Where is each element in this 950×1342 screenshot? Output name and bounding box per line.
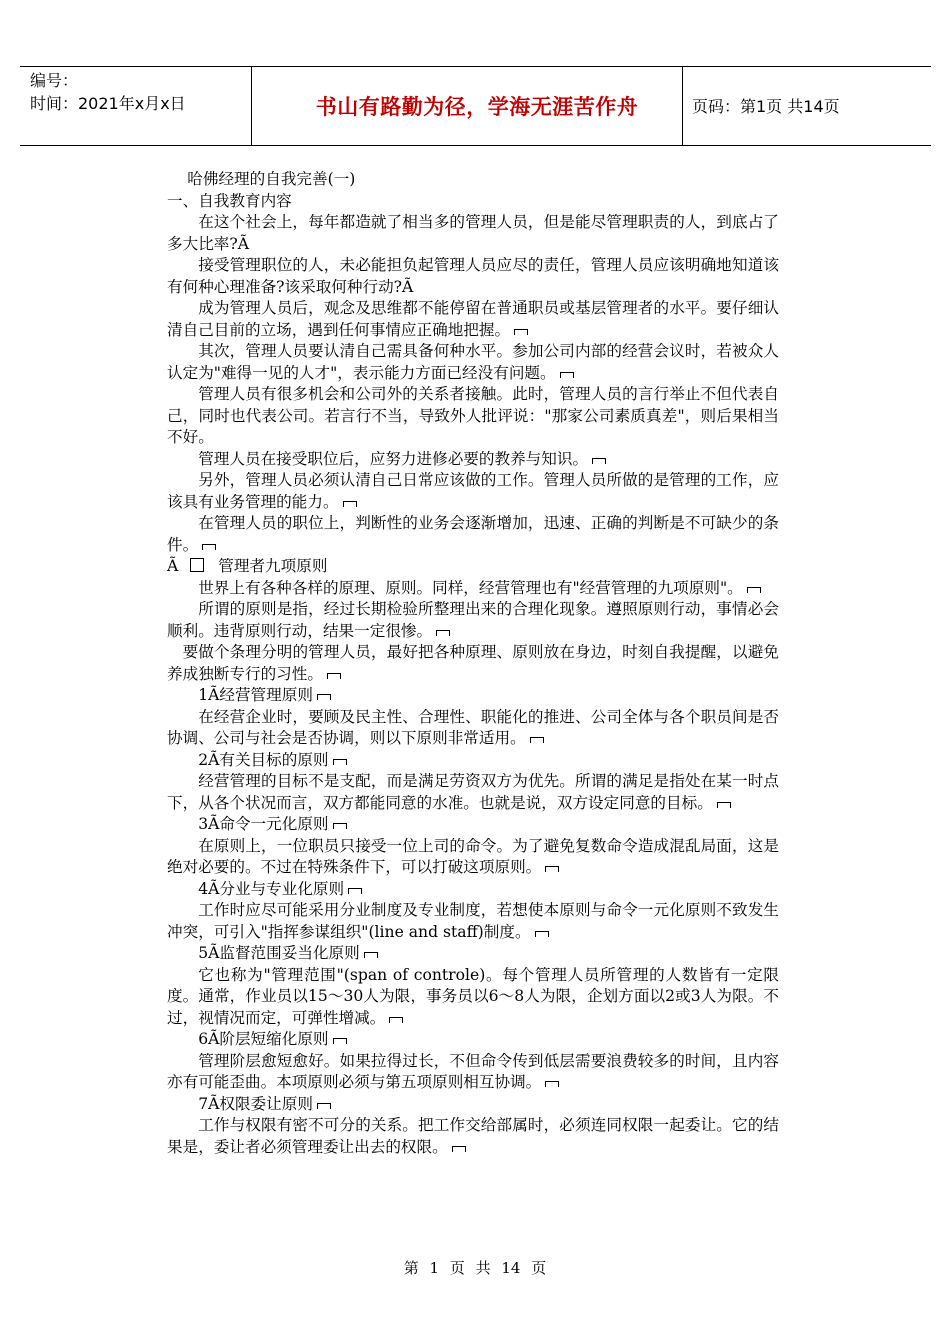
return-mark-icon	[560, 372, 574, 378]
header-meta	[30, 69, 255, 115]
principle-title: 2Ã有关目标的原则	[198, 750, 329, 769]
paragraph	[167, 642, 779, 685]
return-mark-icon	[327, 673, 341, 679]
paragraph	[167, 707, 779, 750]
paragraph-text: 世界上有各种各样的原理、原则。同样，经营管理也有"经营管理的九项原则"。	[198, 578, 743, 597]
return-mark-icon	[436, 630, 450, 636]
return-mark-icon	[514, 329, 528, 335]
return-mark-icon	[317, 694, 331, 700]
principle-heading	[167, 814, 779, 836]
return-mark-icon	[747, 587, 761, 593]
principle-title: 4Ã分业与专业化原则	[198, 879, 345, 898]
header-page-label: 页码：第1页 共14页	[692, 97, 840, 116]
paragraph	[167, 1115, 779, 1158]
principle-title: 1Ã经营管理原则	[198, 686, 313, 704]
return-mark-icon	[389, 1017, 403, 1023]
paragraph-text: 管理阶层愈短愈好。如果拉得过长，不但命令传到低层需要浪费较多的时间，且内容亦有可能歪曲。本项原则必须与第五项原则相互协调。	[167, 1051, 779, 1091]
return-mark-icon	[530, 737, 544, 743]
page-header	[20, 66, 931, 146]
paragraph	[167, 578, 779, 600]
principle-heading	[167, 879, 779, 901]
document-body	[167, 169, 779, 1158]
return-mark-icon	[364, 952, 378, 958]
paragraph-text: 管理人员在接受职位后，应努力进修必要的教养与知识。	[198, 449, 589, 468]
section-prefix: Ã	[167, 557, 179, 575]
time-label: 时间：2021年x月x日	[30, 94, 186, 113]
paragraph-text: 另外，管理人员必须认清自己日常应该做的工作。管理人员所做的是管理的工作，应该具有业务管理的能力。	[167, 471, 779, 511]
paragraph-text: 在管理人员的职位上，判断性的业务会逐渐增加，迅速、正确的判断是不可缺少的条件。	[167, 514, 779, 554]
return-mark-icon	[545, 866, 559, 872]
paragraph	[167, 513, 779, 556]
paragraph	[167, 900, 779, 943]
paragraph-text: 成为管理人员后，观念及思维都不能停留在普通职员或基层管理者的水平。要仔细认清自己目前的立场，遇到任何事情应正确地把握。	[167, 299, 779, 339]
paragraph: 管理人员有很多机会和公司外的关系者接触。此时，管理人员的言行举止不但代表自己，同时也代表公司。若言行不当，导致外人批评说："那家公司素质真差"，则后果相当不好。	[167, 385, 779, 446]
principle-title: 5Ã监督范围妥当化原则	[198, 944, 360, 962]
paragraph-text: 其次，管理人员要认清自己需具备何种水平。参加公司内部的经营会议时，若被众人认定为"难得一见的人才"，表示能力方面已经没有问题。	[167, 342, 779, 382]
return-mark-icon	[535, 931, 549, 937]
paragraph-text: 在经营企业时，要顾及民主性、合理性、职能化的推进、公司全体与各个职员间是否协调、公司与社会是否协调，则以下原则非常适用。	[167, 707, 779, 747]
return-mark-icon	[317, 1103, 331, 1109]
return-mark-icon	[717, 802, 731, 808]
paragraph	[167, 449, 779, 471]
paragraph	[167, 836, 779, 879]
principle-heading	[167, 943, 779, 965]
return-mark-icon	[545, 1081, 559, 1087]
principle-heading	[167, 750, 779, 772]
paragraph-text: 它也称为"管理范围"(span of controle)。每个管理人员所管理的人数皆有一定限度。通常，作业员以15～30人为限，事务员以6～8人为限，企划方面以2或3人为限。不过，视情况而定，可弹性增减。	[167, 965, 779, 1027]
return-mark-icon	[348, 888, 362, 894]
section-heading	[167, 556, 779, 578]
paragraph-text: 工作时应尽可能采用分业制度及专业制度，若想使本原则与命令一元化原则不致发生冲突，可引入"指挥参谋组织"(line and staff)制度。	[167, 901, 779, 941]
section-title: 管理者九项原则	[218, 557, 328, 575]
header-motto: 书山有路勤为径，学海无涯苦作舟	[315, 95, 639, 119]
paragraph-text: 经营管理的目标不是支配，而是满足劳资双方为优先。所谓的满足是指处在某一时点下，从各个状况而言，双方都能同意的水准。也就是说，双方设定同意的目标。	[167, 772, 779, 812]
paragraph-text: 在原则上，一位职员只接受一位上司的命令。为了避免复数命令造成混乱局面，这是绝对必要的。不过在特殊条件下，可以打破这项原则。	[167, 836, 779, 876]
paragraph	[167, 1051, 779, 1094]
return-mark-icon	[333, 759, 347, 765]
paragraph	[167, 599, 779, 642]
paragraph	[167, 298, 779, 341]
return-mark-icon	[452, 1146, 466, 1152]
paragraph	[167, 965, 779, 1030]
doc-title: 哈佛经理的自我完善(一)	[187, 170, 356, 188]
paragraph: 接受管理职位的人，未必能担负起管理人员应尽的责任，管理人员应该明确地知道该有何种心理准备?该采取何种行动?Ã	[167, 256, 779, 296]
paragraph	[167, 341, 779, 384]
paragraph	[167, 771, 779, 814]
paragraph-text: 所谓的原则是指，经过长期检验所整理出来的合理化现象。遵照原则行动，事情必会顺利。违背原则行动，结果一定很惨。	[167, 600, 779, 640]
paragraph-text: 要做个条理分明的管理人员，最好把各种原理、原则放在身边，时刻自我提醒，以避免养成独断专行的习性。	[167, 643, 779, 683]
page-footer: 第 1 页 共 14 页	[403, 1259, 547, 1277]
paragraph: 在这个社会上，每年都造就了相当多的管理人员，但是能尽管理职责的人，到底占了多大比率?Ã	[167, 213, 779, 253]
principle-title: 6Ã阶层短缩化原则	[198, 1030, 329, 1048]
return-mark-icon	[202, 544, 216, 550]
paragraph-text: 工作与权限有密不可分的关系。把工作交给部属时，必须连同权限一起委让。它的结果是，委让者必须管理委让出去的权限。	[167, 1116, 779, 1156]
return-mark-icon	[343, 501, 357, 507]
checkbox-glyph-icon	[190, 558, 204, 572]
principle-heading	[167, 685, 779, 707]
number-label: 编号：	[30, 71, 79, 90]
principle-heading	[167, 1029, 779, 1051]
paragraph	[167, 470, 779, 513]
return-mark-icon	[333, 823, 347, 829]
return-mark-icon	[592, 458, 606, 464]
section-heading: 一、自我教育内容	[167, 191, 292, 210]
return-mark-icon	[333, 1038, 347, 1044]
principle-title: 7Ã权限委让原则	[198, 1094, 313, 1113]
principle-heading	[167, 1094, 779, 1116]
principle-title: 3Ã命令一元化原则	[198, 815, 329, 833]
